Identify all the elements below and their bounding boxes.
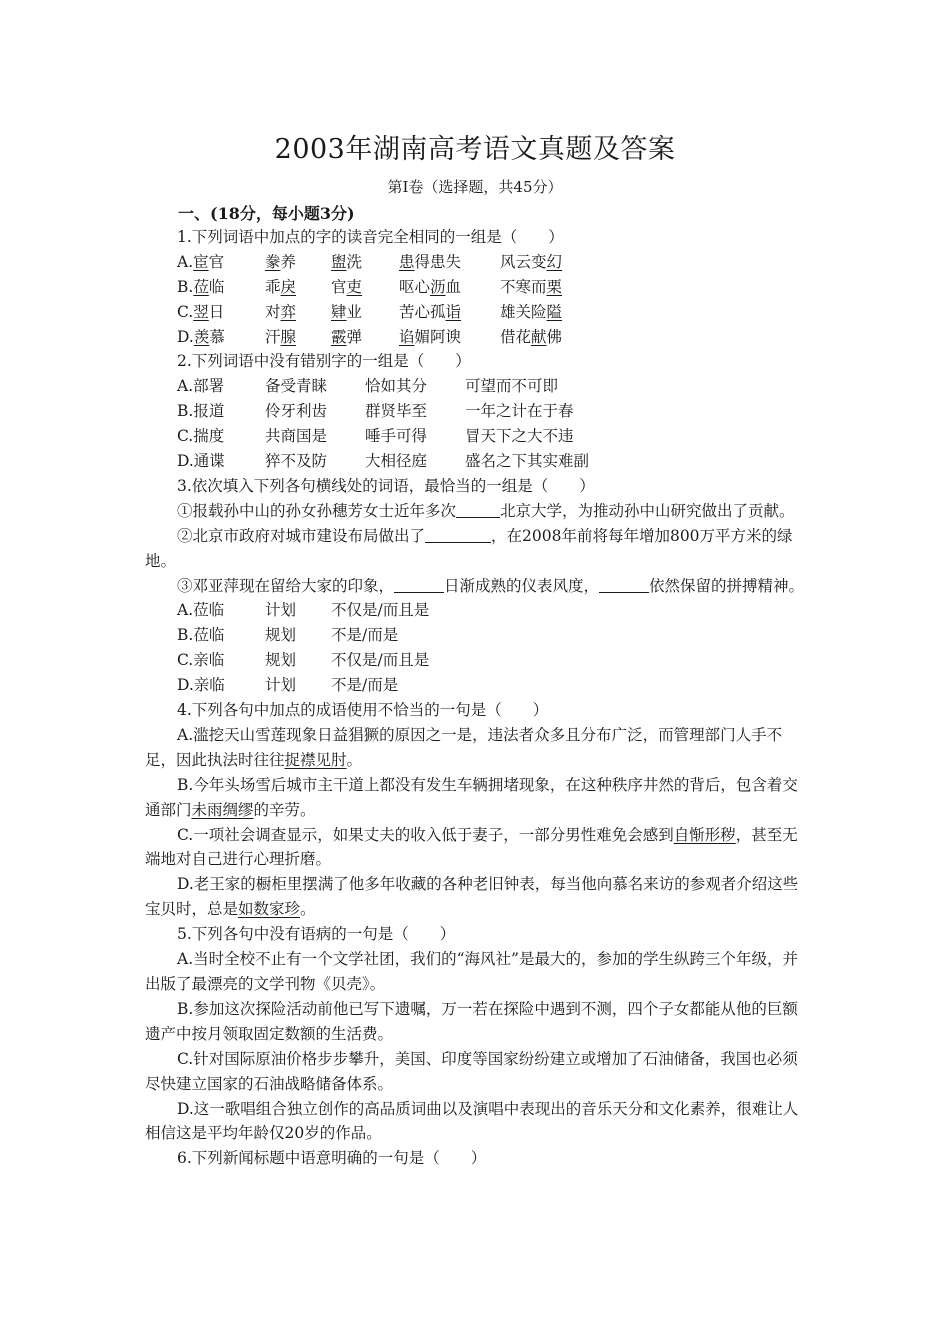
- fill-blank: [394, 576, 444, 593]
- q3-sentence-1: ①报载孙中山的孙女孙穗芳女士近年多次 北京大学，为推动孙中山研究做出了贡献。: [177, 501, 795, 520]
- fill-blank: [599, 576, 649, 593]
- q1-option-c: C.翌日 对弈 肄业 苦心孤诣 雄关险隘: [177, 302, 563, 321]
- q2-option-b: B.报道 伶牙利齿 群贤毕至 一年之计在于春: [177, 402, 574, 421]
- exam-body: [145, 225, 810, 1171]
- q6-stem: 6.下列新闻标题中语意明确的一句是（ ）: [177, 1149, 487, 1168]
- q3-stem: 3.依次填入下列各句横线处的词语，最恰当的一组是（ ）: [177, 476, 595, 495]
- q1-option-a: A.宦官 豢养 盥洗 患得患失 风云变幻: [177, 252, 563, 271]
- paper-subtitle: 第Ⅰ卷（选择题，共45分）: [387, 178, 563, 196]
- q5-option-b: B.参加这次探险活动前他已写下遗嘱，万一若在探险中遇到不测，四个子女都能从他的巨额遗产中按月领取固定数额的生活费。: [145, 999, 798, 1043]
- q4-stem: 4.下列各句中加点的成语使用不恰当的一句是（ ）: [177, 701, 549, 720]
- q3-option-d: D.亲临 计划 不是/而是: [177, 676, 399, 695]
- q2-option-d: D.通谍 猝不及防 大相径庭 盛名之下其实难副: [177, 452, 590, 471]
- q3-option-b: B.莅临 规划 不是/而是: [177, 626, 399, 645]
- page-title: 2003年湖南高考语文真题及答案: [274, 134, 676, 165]
- q3-option-a: A.莅临 计划 不仅是/而且是: [177, 601, 430, 620]
- q3-option-c: C.亲临 规划 不仅是/而且是: [177, 651, 430, 670]
- q3-sentence-3: ③邓亚萍现在留给大家的印象， 日渐成熟的仪表风度， 依然保留的拼搏精神。: [177, 576, 805, 595]
- q4-option-d: D.老王家的橱柜里摆满了他多年收藏的各种老旧钟表，每当他向慕名来访的参观者介绍这些宝贝时，总是如数家珍。: [145, 875, 799, 919]
- fill-blank: [456, 501, 500, 518]
- q1-option-b: B.莅临 乖戾 官吏 呕心沥血 不寒而栗: [177, 277, 563, 296]
- q2-option-a: A.部署 备受青睐 恰如其分 可望而不可即: [177, 377, 559, 396]
- q3-sentence-2: ②北京市政府对城市建设布局做出了 ，在2008年前将每年增加800万平方米的绿地。: [145, 526, 793, 570]
- q1-stem: 1.下列词语中加点的字的读音完全相同的一组是（ ）: [177, 228, 564, 246]
- q5-option-d: D.这一歌唱组合独立创作的高品质词曲以及演唱中表现出的音乐天分和文化素养，很难让人相信这是平均年龄仅20岁的作品。: [145, 1099, 799, 1143]
- fill-blank: [425, 526, 491, 543]
- q2-stem: 2.下列词语中没有错别字的一组是（ ）: [177, 352, 471, 371]
- q4-option-b: B.今年头场雪后城市主干道上都没有发生车辆拥堵现象，在这种秩序井然的背后，包含着交通部门未雨绸缪的辛劳。: [145, 775, 798, 819]
- q5-option-a: A.当时全校不止有一个文学社团，我们的“海风社”是最大的，参加的学生纵跨三个年级，并出版了最漂亮的文学刊物《贝壳》。: [145, 950, 798, 993]
- q5-stem: 5.下列各句中没有语病的一句是（ ）: [177, 925, 456, 944]
- q1-option-d: D.羡慕 汗腺 霰弹 谄媚阿谀 借花献佛: [177, 327, 563, 346]
- q4-option-a: A.滥挖天山雪莲现象日益猖獗的原因之一是，违法者众多且分布广泛，而管理部门人手不足，因此执法时往往捉襟见肘。: [145, 725, 783, 769]
- q5-option-c: C.针对国际原油价格步步攀升，美国、印度等国家纷纷建立或增加了石油储备，我国也必须尽快建立国家的石油战略储备体系。: [145, 1049, 798, 1093]
- section-heading: 一、(18分，每小题3分): [178, 204, 355, 223]
- q2-option-c: C.揣度 共商国是 唾手可得 冒天下之大不违: [177, 427, 574, 446]
- q4-option-c: C.一项社会调查显示，如果丈夫的收入低于妻子，一部分男性难免会感到自惭形秽，甚至无端地对自己进行心理折磨。: [145, 825, 798, 869]
